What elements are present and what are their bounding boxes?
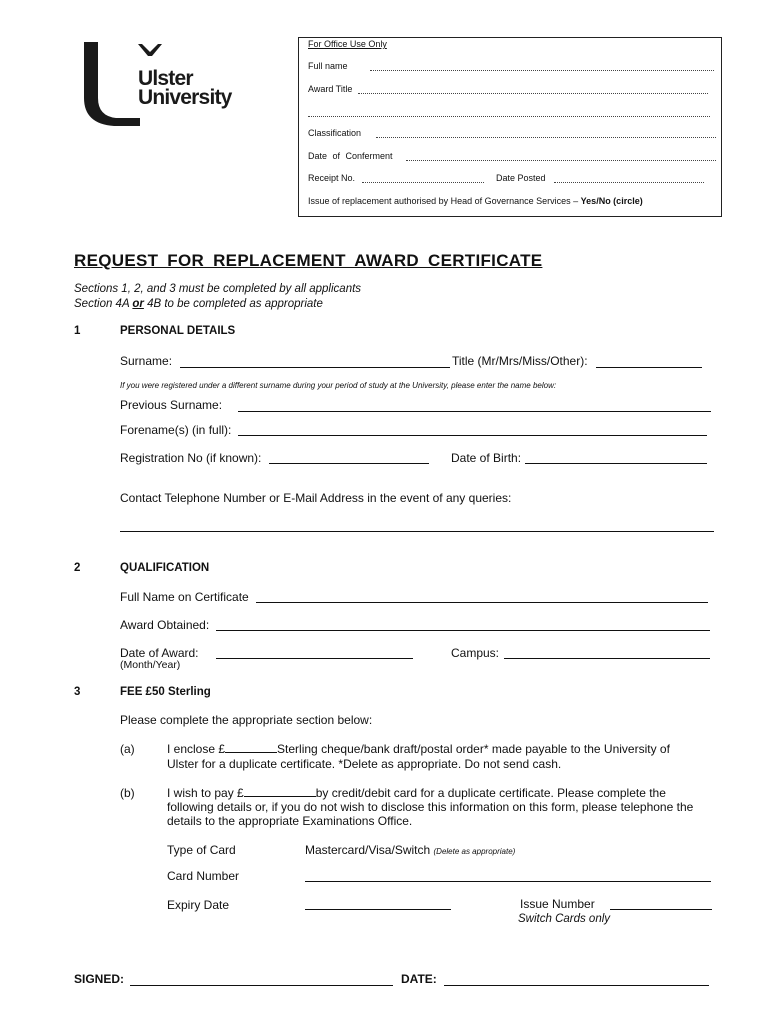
certificate-name-field[interactable] — [256, 602, 708, 603]
campus-label: Campus: — [451, 646, 500, 660]
title-field[interactable] — [596, 367, 702, 368]
office-use-box — [298, 37, 722, 217]
date-of-award-field[interactable] — [216, 658, 413, 659]
previous-surname-label: Previous Surname: — [120, 398, 223, 412]
month-year-hint: (Month/Year) — [120, 659, 181, 671]
surname-label: Surname: — [120, 354, 173, 368]
option-a-line-2: Ulster for a duplicate certificate. *Delete as appropriate. Do not send cash. — [167, 757, 562, 771]
expiry-date-field[interactable] — [305, 909, 451, 910]
office-conferment-field[interactable] — [406, 160, 716, 161]
option-b-line-1 — [167, 786, 666, 800]
issue-number-field[interactable] — [610, 909, 712, 910]
page-title: REQUEST FOR REPLACEMENT AWARD CERTIFICATE — [74, 251, 543, 270]
signed-label: SIGNED: — [74, 972, 125, 986]
expiry-date-label: Expiry Date — [167, 898, 230, 912]
office-replacement-text: Issue of replacement authorised by Head of Governance Services – — [308, 196, 579, 206]
office-full-name-field[interactable] — [370, 70, 714, 71]
title-label: Title (Mr/Mrs/Miss/Other): — [452, 354, 588, 368]
registration-field[interactable] — [269, 463, 429, 464]
intro-line-2-a: Section 4A — [74, 298, 133, 310]
award-obtained-label: Award Obtained: — [120, 618, 210, 632]
option-b-pre: I wish to pay £ — [167, 786, 244, 800]
card-number-label: Card Number — [167, 869, 240, 883]
office-classification-field[interactable] — [376, 137, 716, 138]
office-date-posted-label: Date Posted — [496, 173, 546, 183]
office-replacement-note — [308, 196, 643, 206]
dob-field[interactable] — [525, 463, 707, 464]
switch-only-note: Switch Cards only — [518, 913, 611, 925]
dob-label: Date of Birth: — [451, 451, 522, 465]
section-1-heading: PERSONAL DETAILS — [120, 325, 236, 337]
date-of-award-label: Date of Award: — [120, 646, 199, 660]
card-type-label: Type of Card — [167, 843, 236, 857]
previous-surname-note: If you were registered under a different surname during your period of study at the University, please enter the name below: — [120, 381, 557, 390]
signature-field[interactable] — [130, 985, 393, 986]
section-2-number: 2 — [74, 562, 81, 574]
section-3-number: 3 — [74, 686, 81, 698]
previous-surname-field[interactable] — [238, 411, 711, 412]
surname-field[interactable] — [180, 367, 450, 368]
card-type-delete-note: (Delete as appropriate) — [433, 847, 516, 856]
option-a-amount-field[interactable] — [225, 742, 277, 753]
contact-label: Contact Telephone Number or E-Mail Address in the event of any queries: — [120, 491, 512, 505]
date-field[interactable] — [444, 985, 709, 986]
office-classification-label: Classification — [308, 128, 362, 138]
option-b-post: by credit/debit card for a duplicate certificate. Please complete the — [315, 786, 666, 800]
section-2-heading: QUALIFICATION — [120, 562, 210, 574]
office-full-name-label: Full name — [308, 61, 348, 71]
intro-line-2-b: 4B to be completed as appropriate — [143, 298, 323, 310]
issue-number-label: Issue Number — [520, 897, 595, 911]
logo-wordmark — [138, 69, 232, 107]
option-a-label: (a) — [120, 742, 135, 756]
card-type-options[interactable] — [305, 843, 515, 857]
section-3-heading: FEE £50 Sterling — [120, 686, 211, 698]
registration-label: Registration No (if known): — [120, 451, 262, 465]
office-award-title-field[interactable] — [358, 93, 708, 94]
certificate-name-label: Full Name on Certificate — [120, 590, 249, 604]
option-a-line-1 — [167, 742, 670, 756]
office-conferment-label: Date of Conferment — [308, 151, 393, 161]
award-obtained-field[interactable] — [216, 630, 710, 631]
office-use-heading: For Office Use Only — [308, 39, 387, 49]
intro-line-1: Sections 1, 2, and 3 must be completed by all applicants — [74, 283, 362, 295]
logo-line-1: Ulster — [138, 67, 193, 90]
option-b-amount-field[interactable] — [244, 786, 316, 797]
section-1-number: 1 — [74, 325, 81, 337]
intro-or: or — [132, 298, 144, 310]
option-b-line-2: following details or, if you do not wish to disclose this information on this form, please telephone the — [167, 800, 694, 814]
office-receipt-label: Receipt No. — [308, 173, 356, 183]
contact-field[interactable] — [120, 531, 714, 532]
fee-instruction: Please complete the appropriate section below: — [120, 713, 373, 727]
intro-line-2 — [74, 298, 323, 310]
campus-field[interactable] — [504, 658, 710, 659]
forenames-label: Forename(s) (in full): — [120, 423, 232, 437]
option-b-line-3: details to the appropriate Examinations Office. — [167, 814, 413, 828]
card-type-values: Mastercard/Visa/Switch — [305, 843, 431, 857]
office-yes-no: Yes/No (circle) — [580, 196, 643, 206]
office-award-title-field-2[interactable] — [308, 116, 710, 117]
office-date-posted-field[interactable] — [554, 182, 704, 183]
office-award-title-label: Award Title — [308, 84, 353, 94]
option-a-post: Sterling cheque/bank draft/postal order* made payable to the University of — [277, 742, 670, 756]
card-number-field[interactable] — [305, 881, 711, 882]
forenames-field[interactable] — [238, 435, 707, 436]
option-a-pre: I enclose £ — [167, 742, 226, 756]
logo-line-2: University — [138, 86, 232, 109]
date-label: DATE: — [401, 972, 437, 986]
option-b-label: (b) — [120, 786, 135, 800]
office-receipt-field[interactable] — [362, 182, 484, 183]
